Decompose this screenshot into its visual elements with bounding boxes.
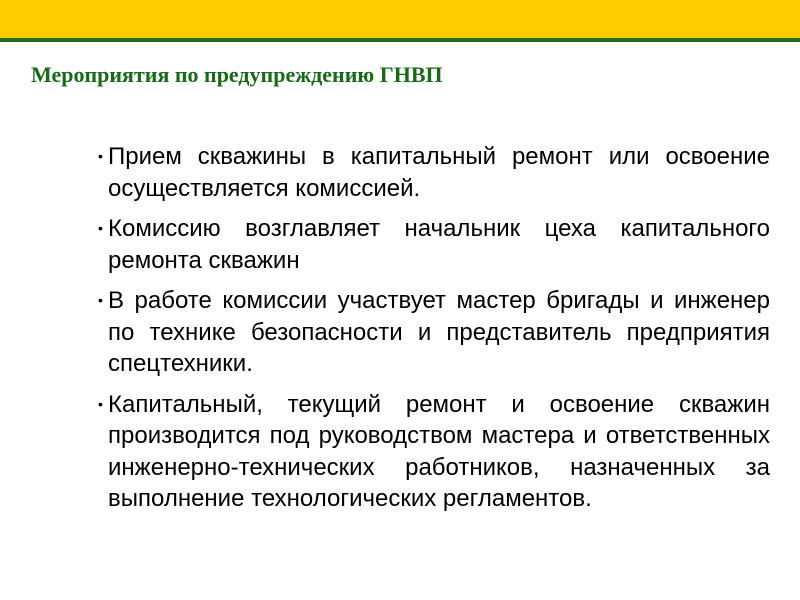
bullet-dot-icon: • <box>98 148 103 164</box>
bullet-text: Капитальный, текущий ремонт и освоение скважин производится под руководством мастера и ответственных инженерно-технических работников, назначенных за выполнение технологических регламентов. <box>108 390 770 512</box>
header-rule <box>0 38 800 42</box>
bullet-dot-icon: • <box>98 220 103 236</box>
bullet-dot-icon: • <box>98 395 103 412</box>
bullet-list <box>98 141 770 524</box>
bullet-item <box>98 213 770 276</box>
bullet-dot-icon: • <box>98 292 103 308</box>
bullet-text: Прием скважины в капитальный ремонт или освоение осуществляется комиссией. <box>108 143 770 202</box>
bullet-text: В работе комиссии участвует мастер бригады и инженер по технике безопасности и представитель предприятия спецтехники. <box>108 287 770 377</box>
header-bar <box>0 0 800 38</box>
bullet-item <box>98 141 770 204</box>
bullet-item <box>98 389 770 515</box>
slide-title: Мероприятия по предупреждению ГНВП <box>31 62 443 87</box>
bullet-item <box>98 285 770 380</box>
bullet-text: Комиссию возглавляет начальник цеха капитального ремонта скважин <box>108 215 770 274</box>
